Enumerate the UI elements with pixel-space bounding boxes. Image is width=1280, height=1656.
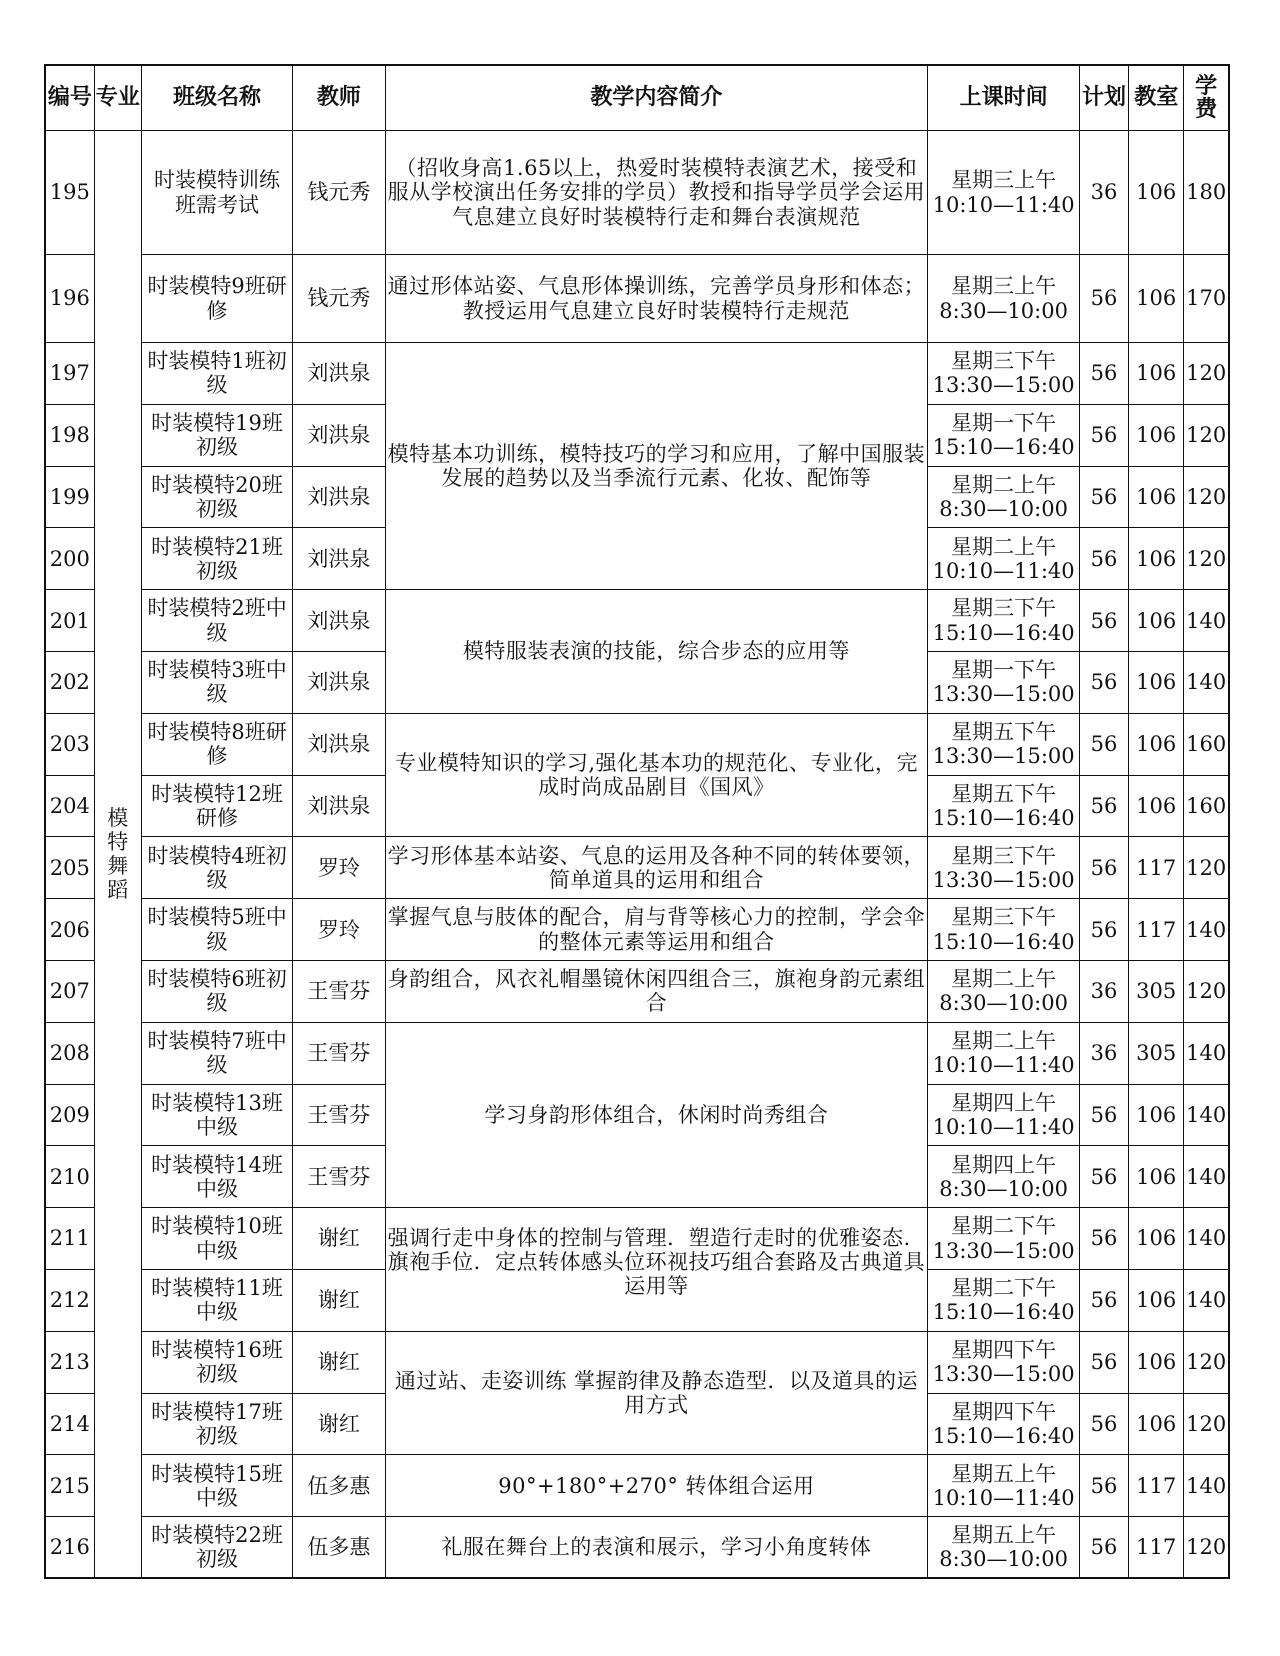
time-day: 星期二上午 xyxy=(951,472,1057,497)
class-name: 时装模特14班中级 xyxy=(151,1152,283,1201)
teacher-cell: 罗玲 xyxy=(293,899,385,961)
time-hours: 15:10—16:40 xyxy=(932,805,1075,830)
fee-cell: 120 xyxy=(1184,837,1229,899)
teacher-cell: 刘洪泉 xyxy=(293,528,385,590)
class-name: 时装模特2班中级 xyxy=(147,596,287,645)
content-cell: 模特基本功训练，模特技巧的学习和应用，了解中国服装发展的趋势以及当季流行元素、化妆、配饰等 xyxy=(385,343,928,590)
course-schedule-table xyxy=(44,64,1230,1579)
time-hours: 8:30—10:00 xyxy=(939,1547,1068,1572)
fee-cell: 120 xyxy=(1184,404,1229,466)
class-name-cell xyxy=(141,590,293,652)
time-cell xyxy=(928,1022,1080,1084)
content-cell: 模特服装表演的技能，综合步态的应用等 xyxy=(385,590,928,714)
time-cell xyxy=(928,1146,1080,1208)
class-name: 时装模特6班初级 xyxy=(147,967,287,1016)
class-name-cell xyxy=(141,131,293,255)
class-name-cell xyxy=(141,466,293,528)
content-cell: 学习身韵形体组合，休闲时尚秀组合 xyxy=(385,1022,928,1207)
teacher-cell: 刘洪泉 xyxy=(293,590,385,652)
content-cell: 身韵组合，风衣礼帽墨镜休闲四组合三，旗袍身韵元素组合 xyxy=(385,960,928,1022)
room-cell: 117 xyxy=(1129,837,1184,899)
class-name-cell xyxy=(141,255,293,343)
content-cell: 礼服在舞台上的表演和展示，学习小角度转体 xyxy=(385,1517,928,1579)
plan-cell: 56 xyxy=(1079,466,1128,528)
class-name-cell xyxy=(141,404,293,466)
time-hours: 10:10—11:40 xyxy=(932,1053,1075,1078)
header-time: 上课时间 xyxy=(928,65,1080,131)
fee-cell: 140 xyxy=(1184,1084,1229,1146)
class-name-cell xyxy=(141,960,293,1022)
time-cell xyxy=(928,837,1080,899)
table-row xyxy=(45,1022,1229,1084)
row-id: 202 xyxy=(45,651,94,713)
teacher-cell: 钱元秀 xyxy=(293,255,385,343)
room-cell: 106 xyxy=(1129,1393,1184,1455)
time-day: 星期五上午 xyxy=(951,1523,1057,1548)
row-id: 208 xyxy=(45,1022,94,1084)
time-hours: 15:10—16:40 xyxy=(932,1423,1075,1448)
time-cell xyxy=(928,1517,1080,1579)
time-hours: 8:30—10:00 xyxy=(939,991,1068,1016)
fee-cell: 180 xyxy=(1184,131,1229,255)
time-day: 星期二下午 xyxy=(951,1214,1057,1239)
row-id: 216 xyxy=(45,1517,94,1579)
time-day: 星期三下午 xyxy=(951,596,1057,621)
plan-cell: 36 xyxy=(1079,131,1128,255)
class-name: 时装模特21班初级 xyxy=(151,534,283,583)
time-day: 星期五下午 xyxy=(951,720,1057,745)
plan-cell: 56 xyxy=(1079,1517,1128,1579)
row-id: 197 xyxy=(45,343,94,405)
time-cell xyxy=(928,404,1080,466)
table-row xyxy=(45,343,1229,405)
table-row xyxy=(45,1331,1229,1393)
plan-cell: 56 xyxy=(1079,590,1128,652)
time-day: 星期二下午 xyxy=(951,1276,1057,1301)
major-cell xyxy=(94,131,141,1579)
class-name-cell xyxy=(141,651,293,713)
time-day: 星期四上午 xyxy=(951,1090,1057,1115)
time-cell xyxy=(928,131,1080,255)
class-name: 时装模特5班中级 xyxy=(147,905,287,954)
time-cell xyxy=(928,1269,1080,1331)
room-cell: 106 xyxy=(1129,1269,1184,1331)
table-row xyxy=(45,131,1229,255)
time-hours: 10:10—11:40 xyxy=(932,1485,1075,1510)
plan-cell: 56 xyxy=(1079,837,1128,899)
time-cell xyxy=(928,775,1080,837)
fee-cell: 120 xyxy=(1184,528,1229,590)
header-plan: 计划 xyxy=(1079,65,1128,131)
class-name-cell xyxy=(141,713,293,775)
class-name-cell xyxy=(141,1517,293,1579)
row-id: 210 xyxy=(45,1146,94,1208)
time-hours: 13:30—15:00 xyxy=(932,1362,1075,1387)
class-name: 时装模特7班中级 xyxy=(147,1029,287,1078)
class-name-cell xyxy=(141,837,293,899)
fee-cell: 140 xyxy=(1184,1022,1229,1084)
room-cell: 106 xyxy=(1129,404,1184,466)
teacher-cell: 王雪芬 xyxy=(293,960,385,1022)
class-name-cell xyxy=(141,1146,293,1208)
class-name: 时装模特15班中级 xyxy=(151,1461,283,1510)
room-cell: 106 xyxy=(1129,590,1184,652)
plan-cell: 56 xyxy=(1079,1455,1128,1517)
class-name: 时装模特22班初级 xyxy=(151,1523,283,1572)
time-hours: 15:10—16:40 xyxy=(932,435,1075,460)
class-name: 时装模特11班中级 xyxy=(151,1276,283,1325)
time-day: 星期一下午 xyxy=(951,411,1057,436)
table-row xyxy=(45,899,1229,961)
teacher-cell: 伍多惠 xyxy=(293,1455,385,1517)
time-day: 星期四下午 xyxy=(951,1399,1057,1424)
row-id: 199 xyxy=(45,466,94,528)
time-hours: 10:10—11:40 xyxy=(932,558,1075,583)
time-cell xyxy=(928,651,1080,713)
teacher-cell: 伍多惠 xyxy=(293,1517,385,1579)
time-cell xyxy=(928,528,1080,590)
teacher-cell: 谢红 xyxy=(293,1269,385,1331)
teacher-cell: 王雪芬 xyxy=(293,1084,385,1146)
table-row xyxy=(45,255,1229,343)
fee-cell: 120 xyxy=(1184,466,1229,528)
fee-cell: 170 xyxy=(1184,255,1229,343)
row-id: 211 xyxy=(45,1208,94,1270)
row-id: 212 xyxy=(45,1269,94,1331)
fee-cell: 120 xyxy=(1184,1393,1229,1455)
plan-cell: 56 xyxy=(1079,899,1128,961)
row-id: 206 xyxy=(45,899,94,961)
room-cell: 106 xyxy=(1129,1084,1184,1146)
class-name: 时装模特9班研修 xyxy=(147,274,287,323)
row-id: 215 xyxy=(45,1455,94,1517)
table-row xyxy=(45,590,1229,652)
plan-cell: 56 xyxy=(1079,1269,1128,1331)
class-name-cell xyxy=(141,1208,293,1270)
table-row xyxy=(45,713,1229,775)
table-row xyxy=(45,837,1229,899)
fee-cell: 140 xyxy=(1184,1146,1229,1208)
room-cell: 106 xyxy=(1129,713,1184,775)
teacher-cell: 刘洪泉 xyxy=(293,343,385,405)
plan-cell: 56 xyxy=(1079,1331,1128,1393)
time-cell xyxy=(928,590,1080,652)
fee-cell: 160 xyxy=(1184,713,1229,775)
time-hours: 13:30—15:00 xyxy=(932,867,1075,892)
fee-cell: 140 xyxy=(1184,651,1229,713)
table-row xyxy=(45,1517,1229,1579)
class-name-cell xyxy=(141,343,293,405)
class-name: 时装模特3班中级 xyxy=(147,658,287,707)
row-id: 214 xyxy=(45,1393,94,1455)
time-hours: 8:30—10:00 xyxy=(939,298,1068,323)
time-cell xyxy=(928,960,1080,1022)
class-name: 时装模特训练班需考试 xyxy=(154,168,281,217)
time-cell xyxy=(928,899,1080,961)
room-cell: 106 xyxy=(1129,466,1184,528)
header-major: 专业 xyxy=(94,65,141,131)
class-name-cell xyxy=(141,1455,293,1517)
plan-cell: 56 xyxy=(1079,1146,1128,1208)
time-day: 星期三上午 xyxy=(951,168,1057,193)
table-row xyxy=(45,1208,1229,1270)
time-cell xyxy=(928,343,1080,405)
row-id: 213 xyxy=(45,1331,94,1393)
content-cell: 90°+180°+270° 转体组合运用 xyxy=(385,1455,928,1517)
time-hours: 8:30—10:00 xyxy=(939,1176,1068,1201)
plan-cell: 56 xyxy=(1079,343,1128,405)
class-name: 时装模特16班初级 xyxy=(151,1338,283,1387)
content-cell: 学习形体基本站姿、气息的运用及各种不同的转体要领，简单道具的运用和组合 xyxy=(385,837,928,899)
fee-cell: 140 xyxy=(1184,1269,1229,1331)
time-hours: 13:30—15:00 xyxy=(932,682,1075,707)
teacher-cell: 刘洪泉 xyxy=(293,404,385,466)
class-name: 时装模特4班初级 xyxy=(147,843,287,892)
teacher-cell: 谢红 xyxy=(293,1331,385,1393)
room-cell: 106 xyxy=(1129,255,1184,343)
time-hours: 15:10—16:40 xyxy=(932,620,1075,645)
header-content: 教学内容简介 xyxy=(385,65,928,131)
time-day: 星期五下午 xyxy=(951,781,1057,806)
teacher-cell: 刘洪泉 xyxy=(293,775,385,837)
fee-cell: 140 xyxy=(1184,899,1229,961)
class-name-cell xyxy=(141,1331,293,1393)
time-day: 星期四下午 xyxy=(951,1338,1057,1362)
header-fee: 学费 xyxy=(1184,65,1229,131)
class-name: 时装模特19班初级 xyxy=(151,411,283,460)
room-cell: 117 xyxy=(1129,1517,1184,1579)
time-day: 星期一下午 xyxy=(951,658,1057,683)
content-cell: 掌握气息与肢体的配合，肩与背等核心力的控制，学会伞的整体元素等运用和组合 xyxy=(385,899,928,961)
time-hours: 13:30—15:00 xyxy=(932,1238,1075,1263)
class-name-cell xyxy=(141,1022,293,1084)
time-hours: 13:30—15:00 xyxy=(932,373,1075,398)
room-cell: 117 xyxy=(1129,1455,1184,1517)
row-id: 196 xyxy=(45,255,94,343)
room-cell: 106 xyxy=(1129,775,1184,837)
plan-cell: 56 xyxy=(1079,1084,1128,1146)
time-day: 星期三下午 xyxy=(951,349,1057,374)
fee-cell: 120 xyxy=(1184,1517,1229,1579)
row-id: 203 xyxy=(45,713,94,775)
teacher-cell: 罗玲 xyxy=(293,837,385,899)
class-name-cell xyxy=(141,1269,293,1331)
room-cell: 106 xyxy=(1129,131,1184,255)
class-name-cell xyxy=(141,528,293,590)
fee-cell: 140 xyxy=(1184,590,1229,652)
content-cell: 通过站、走姿训练 掌握韵律及静态造型．以及道具的运用方式 xyxy=(385,1331,928,1455)
content-cell: 专业模特知识的学习,强化基本功的规范化、专业化，完成时尚成品剧目《国风》 xyxy=(385,713,928,837)
time-day: 星期三下午 xyxy=(951,905,1057,930)
time-cell xyxy=(928,1455,1080,1517)
header-class-name: 班级名称 xyxy=(141,65,293,131)
time-day: 星期二上午 xyxy=(951,534,1057,559)
plan-cell: 56 xyxy=(1079,528,1128,590)
time-hours: 10:10—11:40 xyxy=(932,1114,1075,1139)
time-day: 星期三下午 xyxy=(951,843,1057,868)
row-id: 195 xyxy=(45,131,94,255)
time-hours: 10:10—11:40 xyxy=(932,192,1075,217)
class-name: 时装模特17班初级 xyxy=(151,1399,283,1448)
plan-cell: 36 xyxy=(1079,960,1128,1022)
time-cell xyxy=(928,1084,1080,1146)
fee-cell: 160 xyxy=(1184,775,1229,837)
fee-cell: 140 xyxy=(1184,1455,1229,1517)
room-cell: 117 xyxy=(1129,899,1184,961)
header-id: 编号 xyxy=(45,65,94,131)
room-cell: 106 xyxy=(1129,1208,1184,1270)
header-teacher: 教师 xyxy=(293,65,385,131)
row-id: 201 xyxy=(45,590,94,652)
room-cell: 106 xyxy=(1129,1146,1184,1208)
class-name: 时装模特10班中级 xyxy=(151,1214,283,1263)
plan-cell: 56 xyxy=(1079,1393,1128,1455)
teacher-cell: 刘洪泉 xyxy=(293,466,385,528)
major-label: 模特舞蹈 xyxy=(107,805,129,903)
time-day: 星期三上午 xyxy=(951,274,1057,299)
room-cell: 106 xyxy=(1129,1331,1184,1393)
time-day: 星期二上午 xyxy=(951,1029,1057,1054)
plan-cell: 56 xyxy=(1079,1208,1128,1270)
teacher-cell: 王雪芬 xyxy=(293,1022,385,1084)
fee-cell: 140 xyxy=(1184,1208,1229,1270)
room-cell: 106 xyxy=(1129,343,1184,405)
class-name-cell xyxy=(141,899,293,961)
time-cell xyxy=(928,466,1080,528)
class-name: 时装模特1班初级 xyxy=(147,349,287,398)
header-room: 教室 xyxy=(1129,65,1184,131)
fee-cell: 120 xyxy=(1184,960,1229,1022)
class-name: 时装模特12班研修 xyxy=(151,781,283,830)
row-id: 200 xyxy=(45,528,94,590)
time-cell xyxy=(928,1393,1080,1455)
time-day: 星期四上午 xyxy=(951,1152,1057,1177)
class-name-cell xyxy=(141,1393,293,1455)
time-hours: 15:10—16:40 xyxy=(932,929,1075,954)
row-id: 205 xyxy=(45,837,94,899)
teacher-cell: 刘洪泉 xyxy=(293,713,385,775)
class-name: 时装模特8班研修 xyxy=(147,720,287,769)
fee-cell: 120 xyxy=(1184,1331,1229,1393)
content-cell: （招收身高1.65以上，热爱时装模特表演艺术，接受和服从学校演出任务安排的学员）教授和指导学员学会运用气息建立良好时装模特行走和舞台表演规范 xyxy=(385,131,928,255)
plan-cell: 56 xyxy=(1079,404,1128,466)
row-id: 204 xyxy=(45,775,94,837)
time-day: 星期五上午 xyxy=(951,1461,1057,1486)
fee-cell: 120 xyxy=(1184,343,1229,405)
teacher-cell: 刘洪泉 xyxy=(293,651,385,713)
class-name-cell xyxy=(141,775,293,837)
plan-cell: 56 xyxy=(1079,255,1128,343)
time-cell xyxy=(928,255,1080,343)
time-cell xyxy=(928,713,1080,775)
plan-cell: 56 xyxy=(1079,713,1128,775)
teacher-cell: 钱元秀 xyxy=(293,131,385,255)
header-row xyxy=(45,65,1229,131)
time-cell xyxy=(928,1208,1080,1270)
class-name-cell xyxy=(141,1084,293,1146)
room-cell: 106 xyxy=(1129,528,1184,590)
time-hours: 13:30—15:00 xyxy=(932,744,1075,769)
table-row xyxy=(45,960,1229,1022)
row-id: 198 xyxy=(45,404,94,466)
row-id: 209 xyxy=(45,1084,94,1146)
plan-cell: 56 xyxy=(1079,651,1128,713)
plan-cell: 56 xyxy=(1079,775,1128,837)
room-cell: 106 xyxy=(1129,651,1184,713)
time-cell xyxy=(928,1331,1080,1393)
teacher-cell: 谢红 xyxy=(293,1393,385,1455)
room-cell: 305 xyxy=(1129,1022,1184,1084)
teacher-cell: 谢红 xyxy=(293,1208,385,1270)
room-cell: 305 xyxy=(1129,960,1184,1022)
plan-cell: 36 xyxy=(1079,1022,1128,1084)
class-name: 时装模特13班中级 xyxy=(151,1090,283,1139)
content-cell: 通过形体站姿、气息形体操训练，完善学员身形和体态；教授运用气息建立良好时装模特行走规范 xyxy=(385,255,928,343)
time-hours: 15:10—16:40 xyxy=(932,1300,1075,1325)
class-name: 时装模特20班初级 xyxy=(151,472,283,521)
time-hours: 8:30—10:00 xyxy=(939,496,1068,521)
table-row xyxy=(45,1455,1229,1517)
teacher-cell: 王雪芬 xyxy=(293,1146,385,1208)
content-cell: 强调行走中身体的控制与管理．塑造行走时的优雅姿态．旗袍手位．定点转体感头位环视技巧组合套路及古典道具运用等 xyxy=(385,1208,928,1332)
row-id: 207 xyxy=(45,960,94,1022)
time-day: 星期二上午 xyxy=(951,967,1057,992)
